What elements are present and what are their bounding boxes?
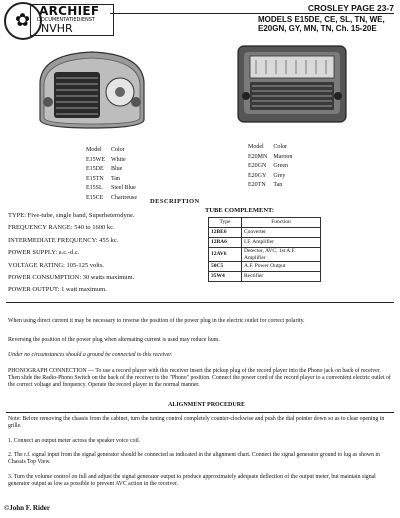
model-cell: E20GN [248, 163, 267, 169]
table-row [209, 262, 321, 272]
col-model-header: Model [86, 147, 102, 153]
archive-stamp [4, 2, 114, 36]
radio-photo-e15 [32, 42, 152, 132]
col-type-header: Type [209, 218, 242, 228]
spec-intermediate-frequency: INTERMEDIATE FREQUENCY: 455 kc. [8, 237, 119, 244]
table-row [209, 272, 321, 282]
section-divider [6, 302, 394, 303]
model-cell: E15CE [86, 194, 104, 201]
tube-function: Detector, AVC, 1st A.F. Amplifier [242, 248, 321, 262]
color-cell: Green [273, 163, 289, 169]
copyright-footer: ©John F. Rider [4, 504, 51, 512]
model-cell: E20TN [248, 182, 266, 188]
stamp-logo-icon: ✿ [4, 2, 42, 40]
model-cell: E15TN [86, 175, 104, 182]
color-cell: Blue [111, 166, 123, 172]
model-cell: E20GY [248, 172, 267, 179]
model-color-table-right [246, 142, 298, 192]
alignment-note: Note: Before removing the chassis from the cabinet, turn the tuning control completely counter-clockwise and push the dial pointer down so as to clear opening in grille. [8, 416, 385, 429]
table-row [209, 238, 321, 248]
alignment-step-2: 2. The r.f. signal input from the signal generator should be connected as indicated in the alignment chart. Connect the signal generator ground to lug as shown in Chassis Top View. [8, 452, 380, 465]
models-heading: MODELS E15DE, CE, SL, TN, WE, E20GN, GY, MN, TN, Ch. 15-20E [258, 15, 385, 33]
tube-type: 12BA6 [209, 238, 242, 248]
tube-complement-table [208, 217, 321, 282]
color-cell: Tan [273, 182, 283, 188]
alignment-divider [6, 412, 394, 413]
tube-type: 12AV6 [209, 248, 242, 262]
col-color-header: Color [273, 144, 288, 150]
alignment-heading: ALIGNMENT PROCEDURE [168, 402, 246, 408]
page-title: CROSLEY PAGE 23-7 [307, 3, 394, 13]
stamp-line-2: DOCUMENTATIEDIENST [37, 17, 95, 23]
col-function-header: Function [242, 218, 321, 228]
color-cell: Chartreuse [111, 194, 137, 201]
color-cell: Steel Blue [111, 185, 136, 191]
col-model-header: Model [248, 144, 264, 150]
note-direct-current: When using direct current it may be necessary to reverse the position of the power plug in the electric outlet for correct polarity. [8, 318, 305, 324]
model-color-table-left [84, 145, 143, 204]
model-cell: E15WE [86, 156, 105, 163]
tube-type: 50C5 [209, 262, 242, 272]
header-rule [110, 13, 394, 14]
stamp-box [30, 4, 114, 36]
tube-function: Converter [242, 228, 321, 238]
col-color-header: Color [111, 147, 125, 153]
model-cell: E15SL [86, 185, 103, 191]
color-cell: Grey [273, 172, 286, 179]
spec-voltage-rating: VOLTAGE RATING: 105-125 volts. [8, 262, 105, 269]
tube-function: A.F. Power Output [242, 262, 321, 272]
tube-function: Rectifier [242, 272, 321, 282]
tube-type: 12BE6 [209, 228, 242, 238]
description-heading: DESCRIPTION [150, 198, 200, 205]
model-cell: E15DE [86, 166, 104, 172]
tube-complement-heading: TUBE COMPLEMENT: [205, 207, 275, 214]
stamp-line-3: NVHR [41, 22, 73, 35]
alignment-step-3: 3. Turn the volume control on full and adjust the signal generator output to produce approximately adequate deflection of the output meter, but maintain signal generator output as low as possible to prevent AVC action in the receiver. [8, 474, 376, 487]
spec-power-consumption: POWER CONSUMPTION: 30 watts maximum. [8, 274, 135, 281]
model-cell: E20MN [248, 153, 268, 160]
table-row [209, 248, 321, 262]
table-row [209, 228, 321, 238]
spec-power-supply: POWER SUPPLY: a.c.-d.c. [8, 249, 80, 256]
radio-photo-e20 [232, 38, 352, 126]
phonograph-connection: PHONOGRAPH CONNECTION — To use a record player with this receiver insert the pickup plug of the record player into the Phono jack on back of receiver. Then slide the Radio-Phono Switch on the back of the receiver to the "Phono" position. Connect the power cord of the record player to a convenient electric outlet of the correct voltage and frequency. Operate the record player in the normal manner. [8, 368, 391, 388]
note-reversing-plug: Reversing the position of the power plug when alternating current is used may reduce hum. [8, 337, 220, 343]
spec-frequency-range: FREQUENCY RANGE: 540 to 1600 kc. [8, 224, 115, 231]
color-cell: Maroon [273, 153, 293, 160]
color-cell: Tan [111, 175, 120, 182]
note-no-ground: Under no circumstances should a ground be connected to this receiver. [8, 352, 173, 358]
tube-function: I.F. Amplifier [242, 238, 321, 248]
stamp-line-1: ARCHIEF [39, 4, 100, 18]
spec-power-output: POWER OUTPUT: 1 watt maximum. [8, 286, 107, 293]
alignment-step-1: 1. Connect an output meter across the speaker voice coil. [8, 438, 141, 444]
spec-type: TYPE: Five-tube, single band, Superheterodyne. [8, 212, 135, 219]
color-cell: White [111, 156, 126, 163]
tube-type: 35W4 [209, 272, 242, 282]
